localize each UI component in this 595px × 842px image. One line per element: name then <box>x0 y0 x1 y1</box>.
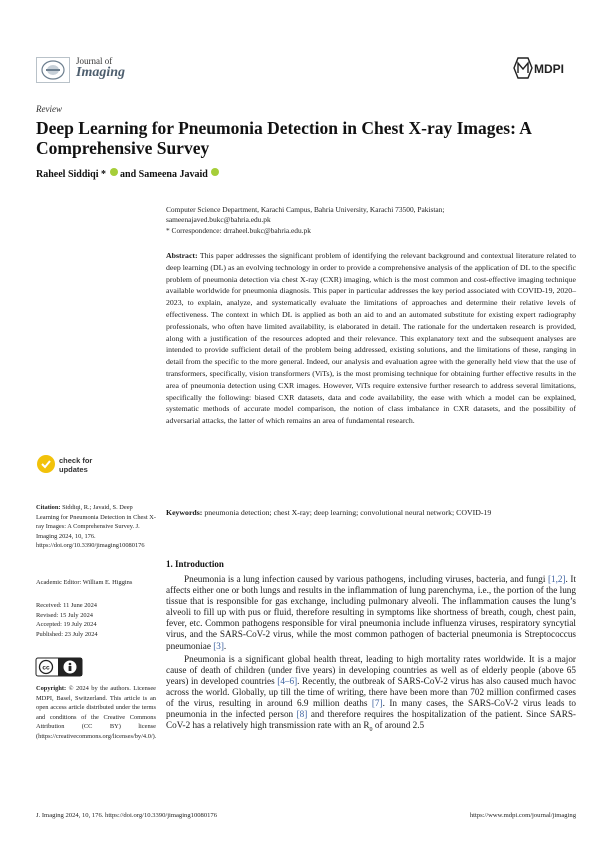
affiliations <box>166 205 576 236</box>
text-run: . Recently, the outbreak of SARS-CoV-2 virus has also caused much havoc across the world. Globally, up till the time of writing, there have been more than 702 million confirmed cases of the virus, resulting in around 6.9 million deaths <box>166 675 576 709</box>
text-run: . <box>223 640 227 651</box>
paragraph <box>166 654 576 736</box>
date-published: Published: 23 July 2024 <box>36 630 98 638</box>
affiliation-line: Computer Science Department, Karachi Campus, Bahria University, Karachi 73500, Pakistan; <box>166 205 445 214</box>
author-name[interactable]: Sameena Javaid <box>138 169 208 180</box>
affiliation-email[interactable]: sameenajaved.bukc@bahria.edu.pk <box>166 215 271 225</box>
dates-block <box>36 601 156 639</box>
reference-link[interactable]: [3] <box>213 640 224 651</box>
orcid-icon[interactable] <box>211 168 219 176</box>
check-for-updates-button[interactable] <box>36 453 131 473</box>
subscript: 0 <box>369 727 373 734</box>
reference-link[interactable]: [7] <box>371 698 383 709</box>
cc-text: cc <box>42 664 50 672</box>
journal-logo-icon <box>36 57 70 83</box>
mdpi-logo-icon[interactable] <box>514 57 564 84</box>
publisher-name: MDPI <box>534 62 564 76</box>
footer-citation[interactable]: J. Imaging 2024, 10, 176. https://doi.org/10.3390/jimaging10080176 <box>36 812 218 819</box>
date-revised: Revised: 15 July 2024 <box>36 611 93 619</box>
keywords-label: Keywords: <box>166 508 203 517</box>
article-type: Review <box>36 104 62 114</box>
text-run: and therefore requires the hospitalization of the patient. Since SARS-CoV-2 has a relatively high transmission rate with an R <box>166 709 576 731</box>
paragraph <box>166 574 576 652</box>
citation-text: Siddiqi, R.; Javaid, S. Deep Learning for Pneumonia Detection in Chest X-ray Images: A Comprehensive Survey. J. Imaging 2024, 10, 176. https://doi.org/10.3390/jimaging10080176 <box>36 504 156 550</box>
copyright-label: Copyright: <box>36 685 67 692</box>
author-list <box>36 168 219 180</box>
check-updates-line1: check for <box>59 456 93 465</box>
section-heading: 1. Introduction <box>166 559 224 569</box>
reference-link[interactable]: [1,2] <box>547 574 566 584</box>
article-title: Deep Learning for Pneumonia Detection in Chest X-ray Images: A Comprehensive Survey <box>36 118 531 158</box>
check-updates-icon <box>37 455 55 473</box>
reference-link[interactable]: [8] <box>296 709 308 720</box>
keywords <box>166 507 576 518</box>
check-updates-line2: updates <box>59 465 88 474</box>
copyright-text: © 2024 by the authors. Licensee MDPI, Basel, Switzerland. This article is an open access article distributed under the terms and conditions of the Creative Commons Attribution (CC BY) license (https://creativecommons.org/licenses/by/4.0/). <box>36 685 157 740</box>
abstract-label: Abstract: <box>166 251 198 260</box>
text-run: Pneumonia is a significant global health threat, leading to high mortality rates worldwide. It is a major cause of death of children (under five years) in developing countries as well as of elderly people (above 65 years) in developed countries <box>166 653 576 686</box>
date-accepted: Accepted: 19 July 2024 <box>36 621 97 629</box>
footer-journal-url[interactable]: https://www.mdpi.com/journal/jimaging <box>469 812 576 819</box>
text-run: . In many cases, the SARS-CoV-2 virus leads to pneumonia in the infected person <box>166 698 576 720</box>
keywords-text: pneumonia detection; chest X-ray; deep learning; convolutional neural network; COVID-19 <box>202 508 492 517</box>
citation-label: Citation: <box>36 504 61 511</box>
text-run: of around 2.5 <box>372 720 425 731</box>
citation-block <box>36 503 156 551</box>
abstract-text: This paper addresses the significant problem of identifying the relevant background and contextual literature related to deep learning (DL) as an evolving technology in order to provide a comprehensive analysis of the application of DL to the specific problem of pneumonia detection via chest X-ray (CXR) imaging, which is the most common and cost-effective imaging technique available worldwide for pneumonia diagnosis. This paper in particular addresses the key period associated with COVID-19, 2020–2023, to explain, analyze, and systematically evaluate the limitations of approaches and determine their relative levels of effectiveness. The context in which DL is applied as both an aid to and an automated substitute for existing expert radiography professionals, who often have limited availability, is elaborated in detail. The rationale for the undertaken research is provided, along with a justification of the resources adopted and their relevance. This explanatory text and the subsequent analyses are intended to provide sufficient detail of the problem being addressed, existing solutions, and the limitations of these, ranging in detail from the specific to the more general. Indeed, our analysis and evaluation agree with the generally held view that the use of transformers, specifically, vision transformers (ViTs), is the most promising technique for obtaining further effective results in the area of pneumonia detection using CXR images. However, ViTs require extensive further research to address several limitations, specifically the following: biased CXR datasets, data and code availability, the ease with which a model can be explained, systematic methods of accurate model comparison, the notion of class imbalance in CXR datasets, and the possibility of adversarial attacks, the latter of which remains an area of fundamental research. <box>166 251 576 426</box>
author-name[interactable]: Raheel Siddiqi * <box>36 169 107 180</box>
abstract <box>166 250 576 427</box>
introduction-body <box>166 574 576 738</box>
text-run: . It affects either one or both lungs and results in the inflammation of lung parenchyma, i.e., the portion of the lung tissue that is responsible for gas exchange, including pulmonary alveoli. The inflammation causes the lung’s alveoli to fill up with pus or fluid, therefore resulting in symptoms like shortness of breath, cough, chest pain, fever, etc. Common pathogens responsible for viral pneumonia include influenza viruses, respiratory syncytial virus, and the SARS-CoV-2 virus, while the most common pathogen of bacterial pneumonia is Streptococcus pneumoniae <box>166 574 576 651</box>
text-run: Pneumonia is a lung infection caused by various pathogens, including viruses, bacteria, and fungi <box>184 574 548 584</box>
date-received: Received: 11 June 2024 <box>36 602 97 609</box>
academic-editor: Academic Editor: William E. Higgins <box>36 579 133 586</box>
author-connector: and <box>117 169 139 180</box>
journal-prefix: Journal of <box>76 56 113 66</box>
copyright-block <box>36 684 156 742</box>
reference-link[interactable]: [4–6] <box>277 675 298 686</box>
orcid-icon[interactable] <box>110 168 118 176</box>
journal-name[interactable]: Imaging <box>76 65 126 80</box>
correspondence[interactable]: * Correspondence: drraheel.bukc@bahria.edu.pk <box>166 225 311 235</box>
cc-license-icon[interactable] <box>36 658 82 676</box>
